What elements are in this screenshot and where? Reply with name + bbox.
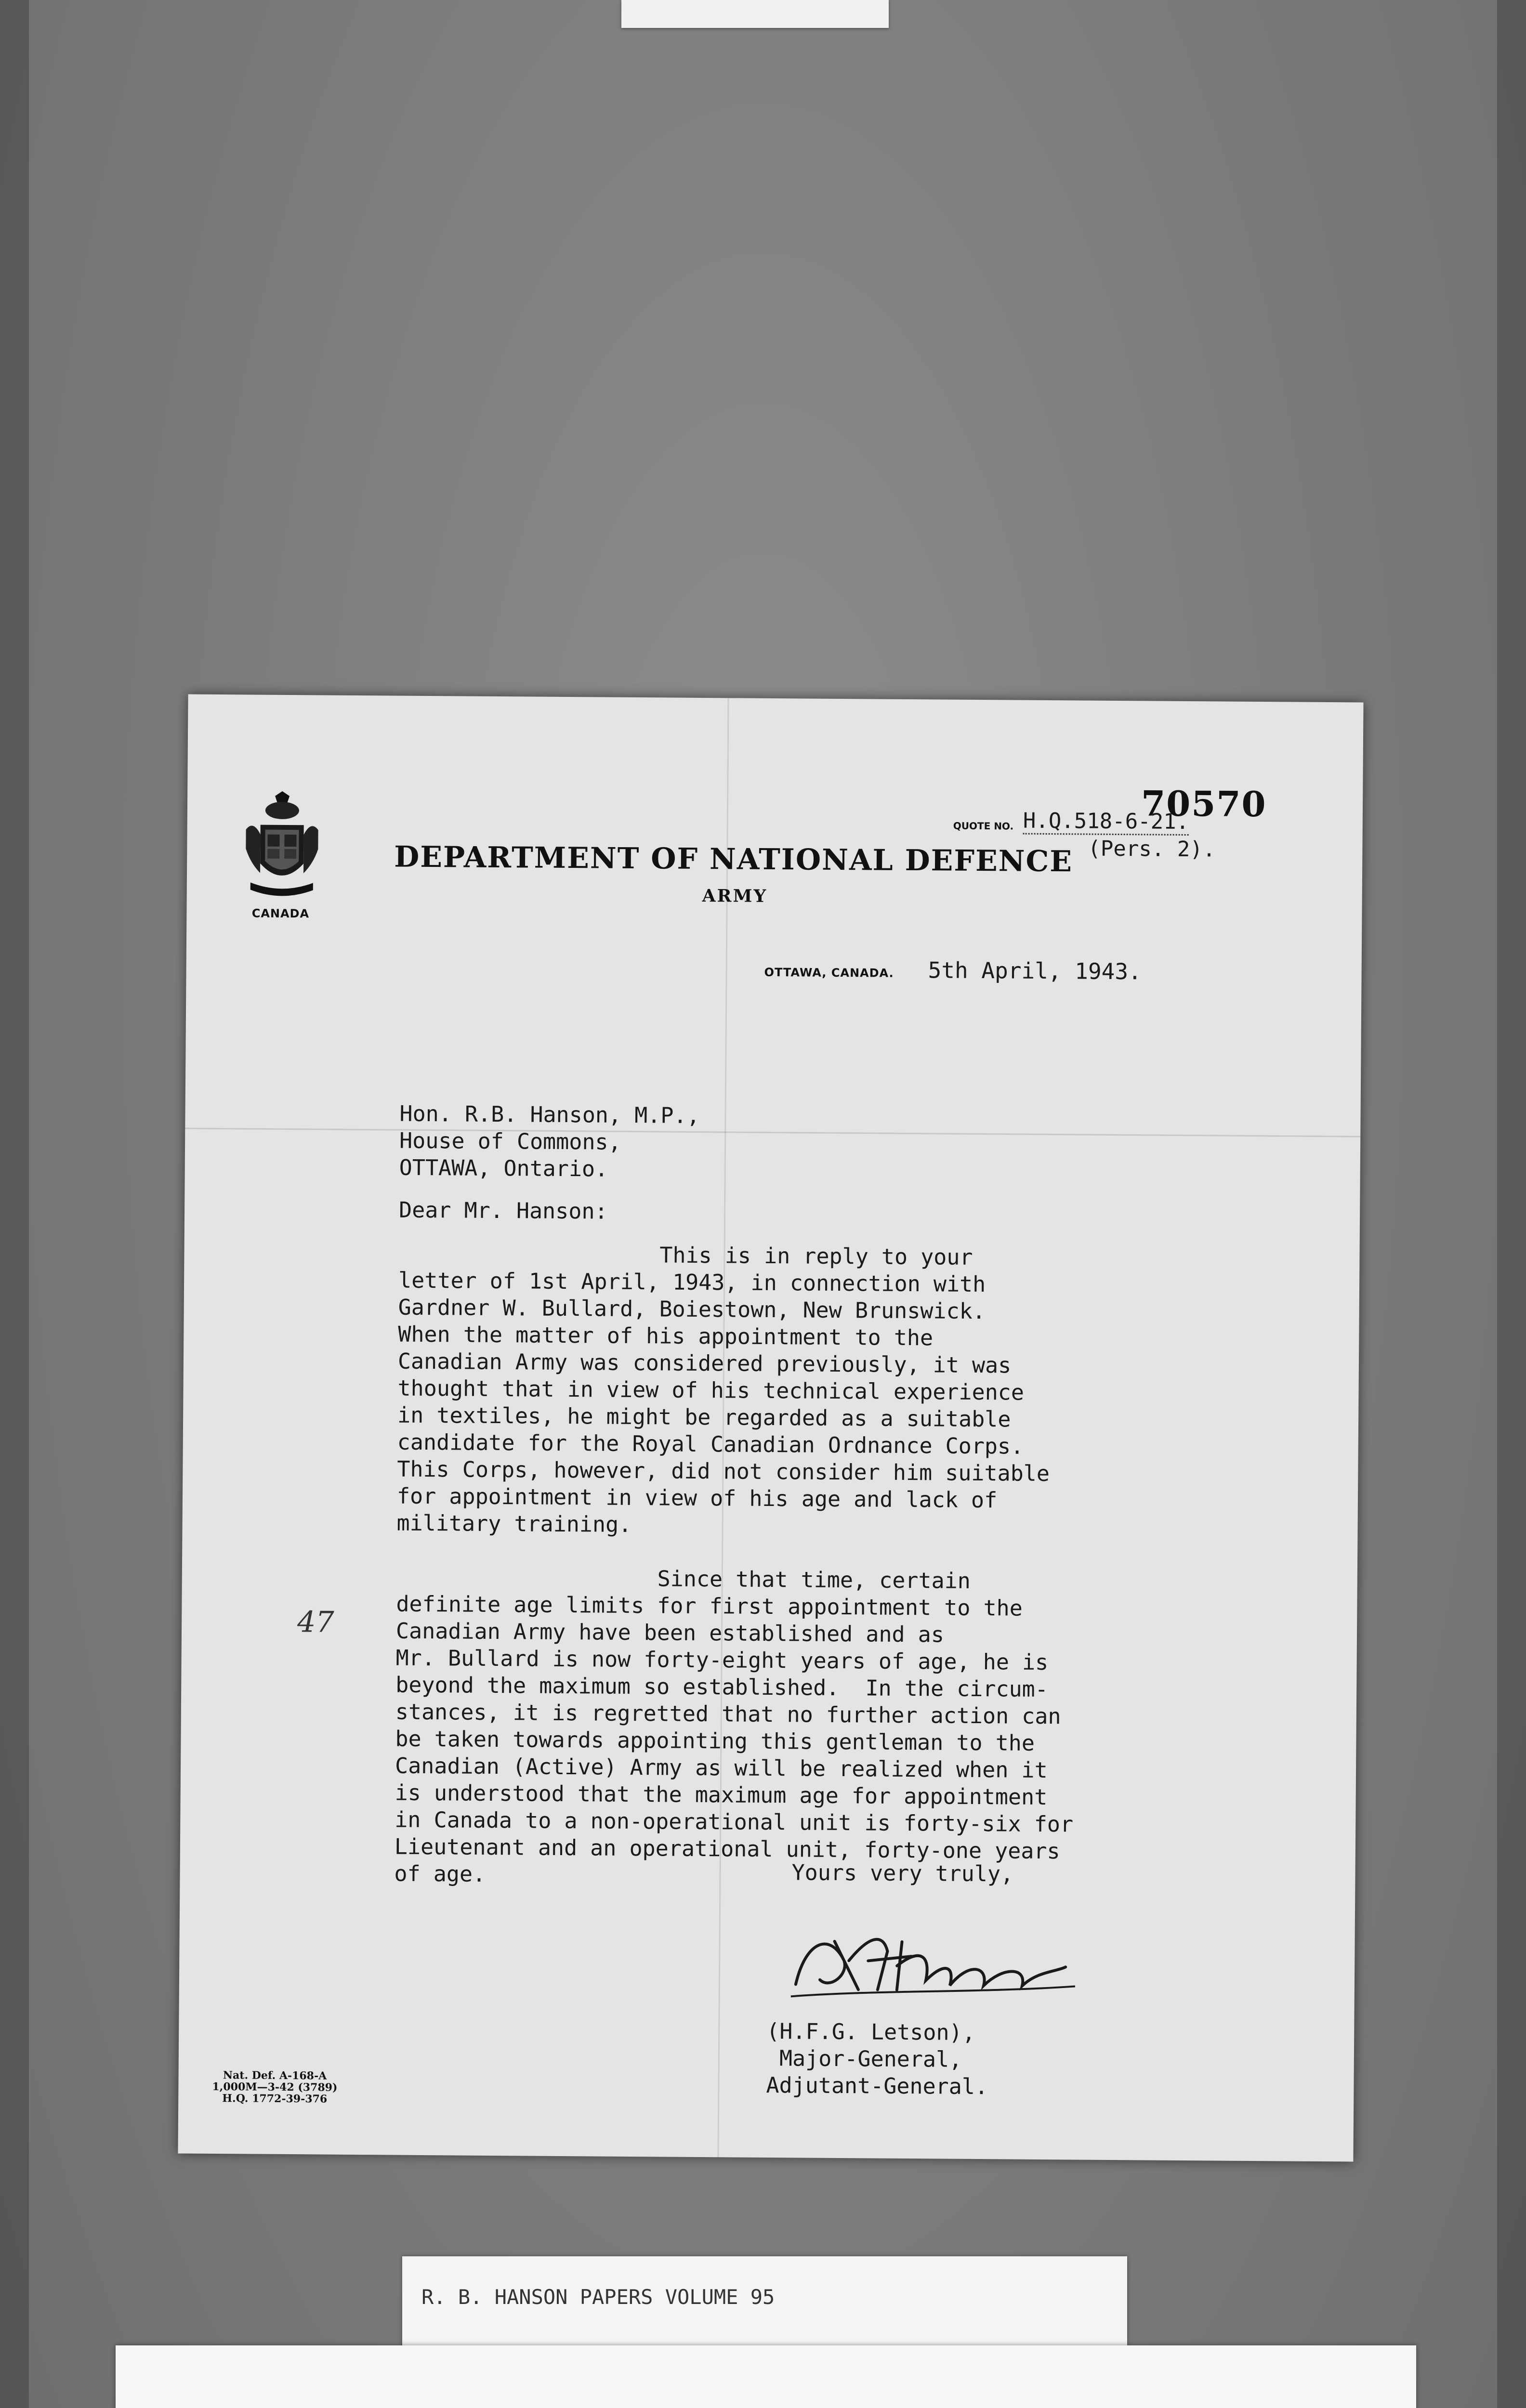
recipient-address: Hon. R.B. Hanson, M.P., House of Commons, OTTAWA, Ontario. [399, 1100, 700, 1182]
closing: Yours very truly, [791, 1859, 1014, 1887]
form-code: Nat. Def. A-168-A 1,000M—3-42 (3789) H.Q. 1772-39-376 [212, 2069, 338, 2106]
letterhead-branch: ARMY [702, 885, 768, 906]
letter-sheet [178, 694, 1363, 2162]
quote-reference: H.Q.518-6-21. [1023, 809, 1189, 836]
crest-label: CANADA [251, 906, 310, 921]
archives-card [116, 2345, 1416, 2408]
handwritten-signature [786, 1912, 1085, 2015]
quote-pers: (Pers. 2). [1088, 836, 1216, 862]
left-edge-shadow [0, 0, 29, 2408]
letter-date: 5th April, 1943. [928, 957, 1142, 985]
fold-line-horizontal [185, 1127, 1360, 1137]
canada-coat-of-arms-icon [241, 791, 324, 902]
volume-label-text: R. B. HANSON PAPERS VOLUME 95 [421, 2285, 775, 2309]
handwritten-margin-note: 47 [297, 1605, 334, 1639]
signature-block: (H.F.G. Letson), Major-General, Adjutant-General. [766, 2018, 988, 2100]
top-tab-label [621, 0, 889, 28]
right-edge-shadow [1497, 0, 1526, 2408]
letterhead-department: DEPARTMENT OF NATIONAL DEFENCE [394, 840, 1073, 879]
stamped-file-number: 70570 [1141, 783, 1267, 825]
volume-label [402, 2256, 1127, 2350]
quote-number-label: QUOTE NO. [953, 820, 1014, 832]
letter-body: This is in reply to your letter of 1st April, 1943, in connection with Gardner W. Bullard, Boiestown, New Brunswick. When the matter of his appointment to the Canadian Army was considered previously, it was thought that in view of his technical experience in textiles, he might be regarded as a suitable candidate for the Royal Canadian Ordnance Corps. This Corps, however, did not consider him suitable for appointment in view of his age and lack of military training. Since that time, certain definite age limits for first appointment to the Canadian Army have been established and as Mr. Bullard is now forty-eight years of age, he is beyond the maximum so established. In the circum- stances, it is regretted that no further action can be taken towards appointing this gentleman to the Canadian (Active) Army as will be realized when it is understood that the maximum age for appointment in Canada to a non-operational unit is forty-six for Lieutenant and an operational unit, forty-one years of age. [394, 1240, 1074, 1887]
salutation: Dear Mr. Hanson: [398, 1197, 608, 1224]
letter-place: OTTAWA, CANADA. [764, 965, 894, 980]
